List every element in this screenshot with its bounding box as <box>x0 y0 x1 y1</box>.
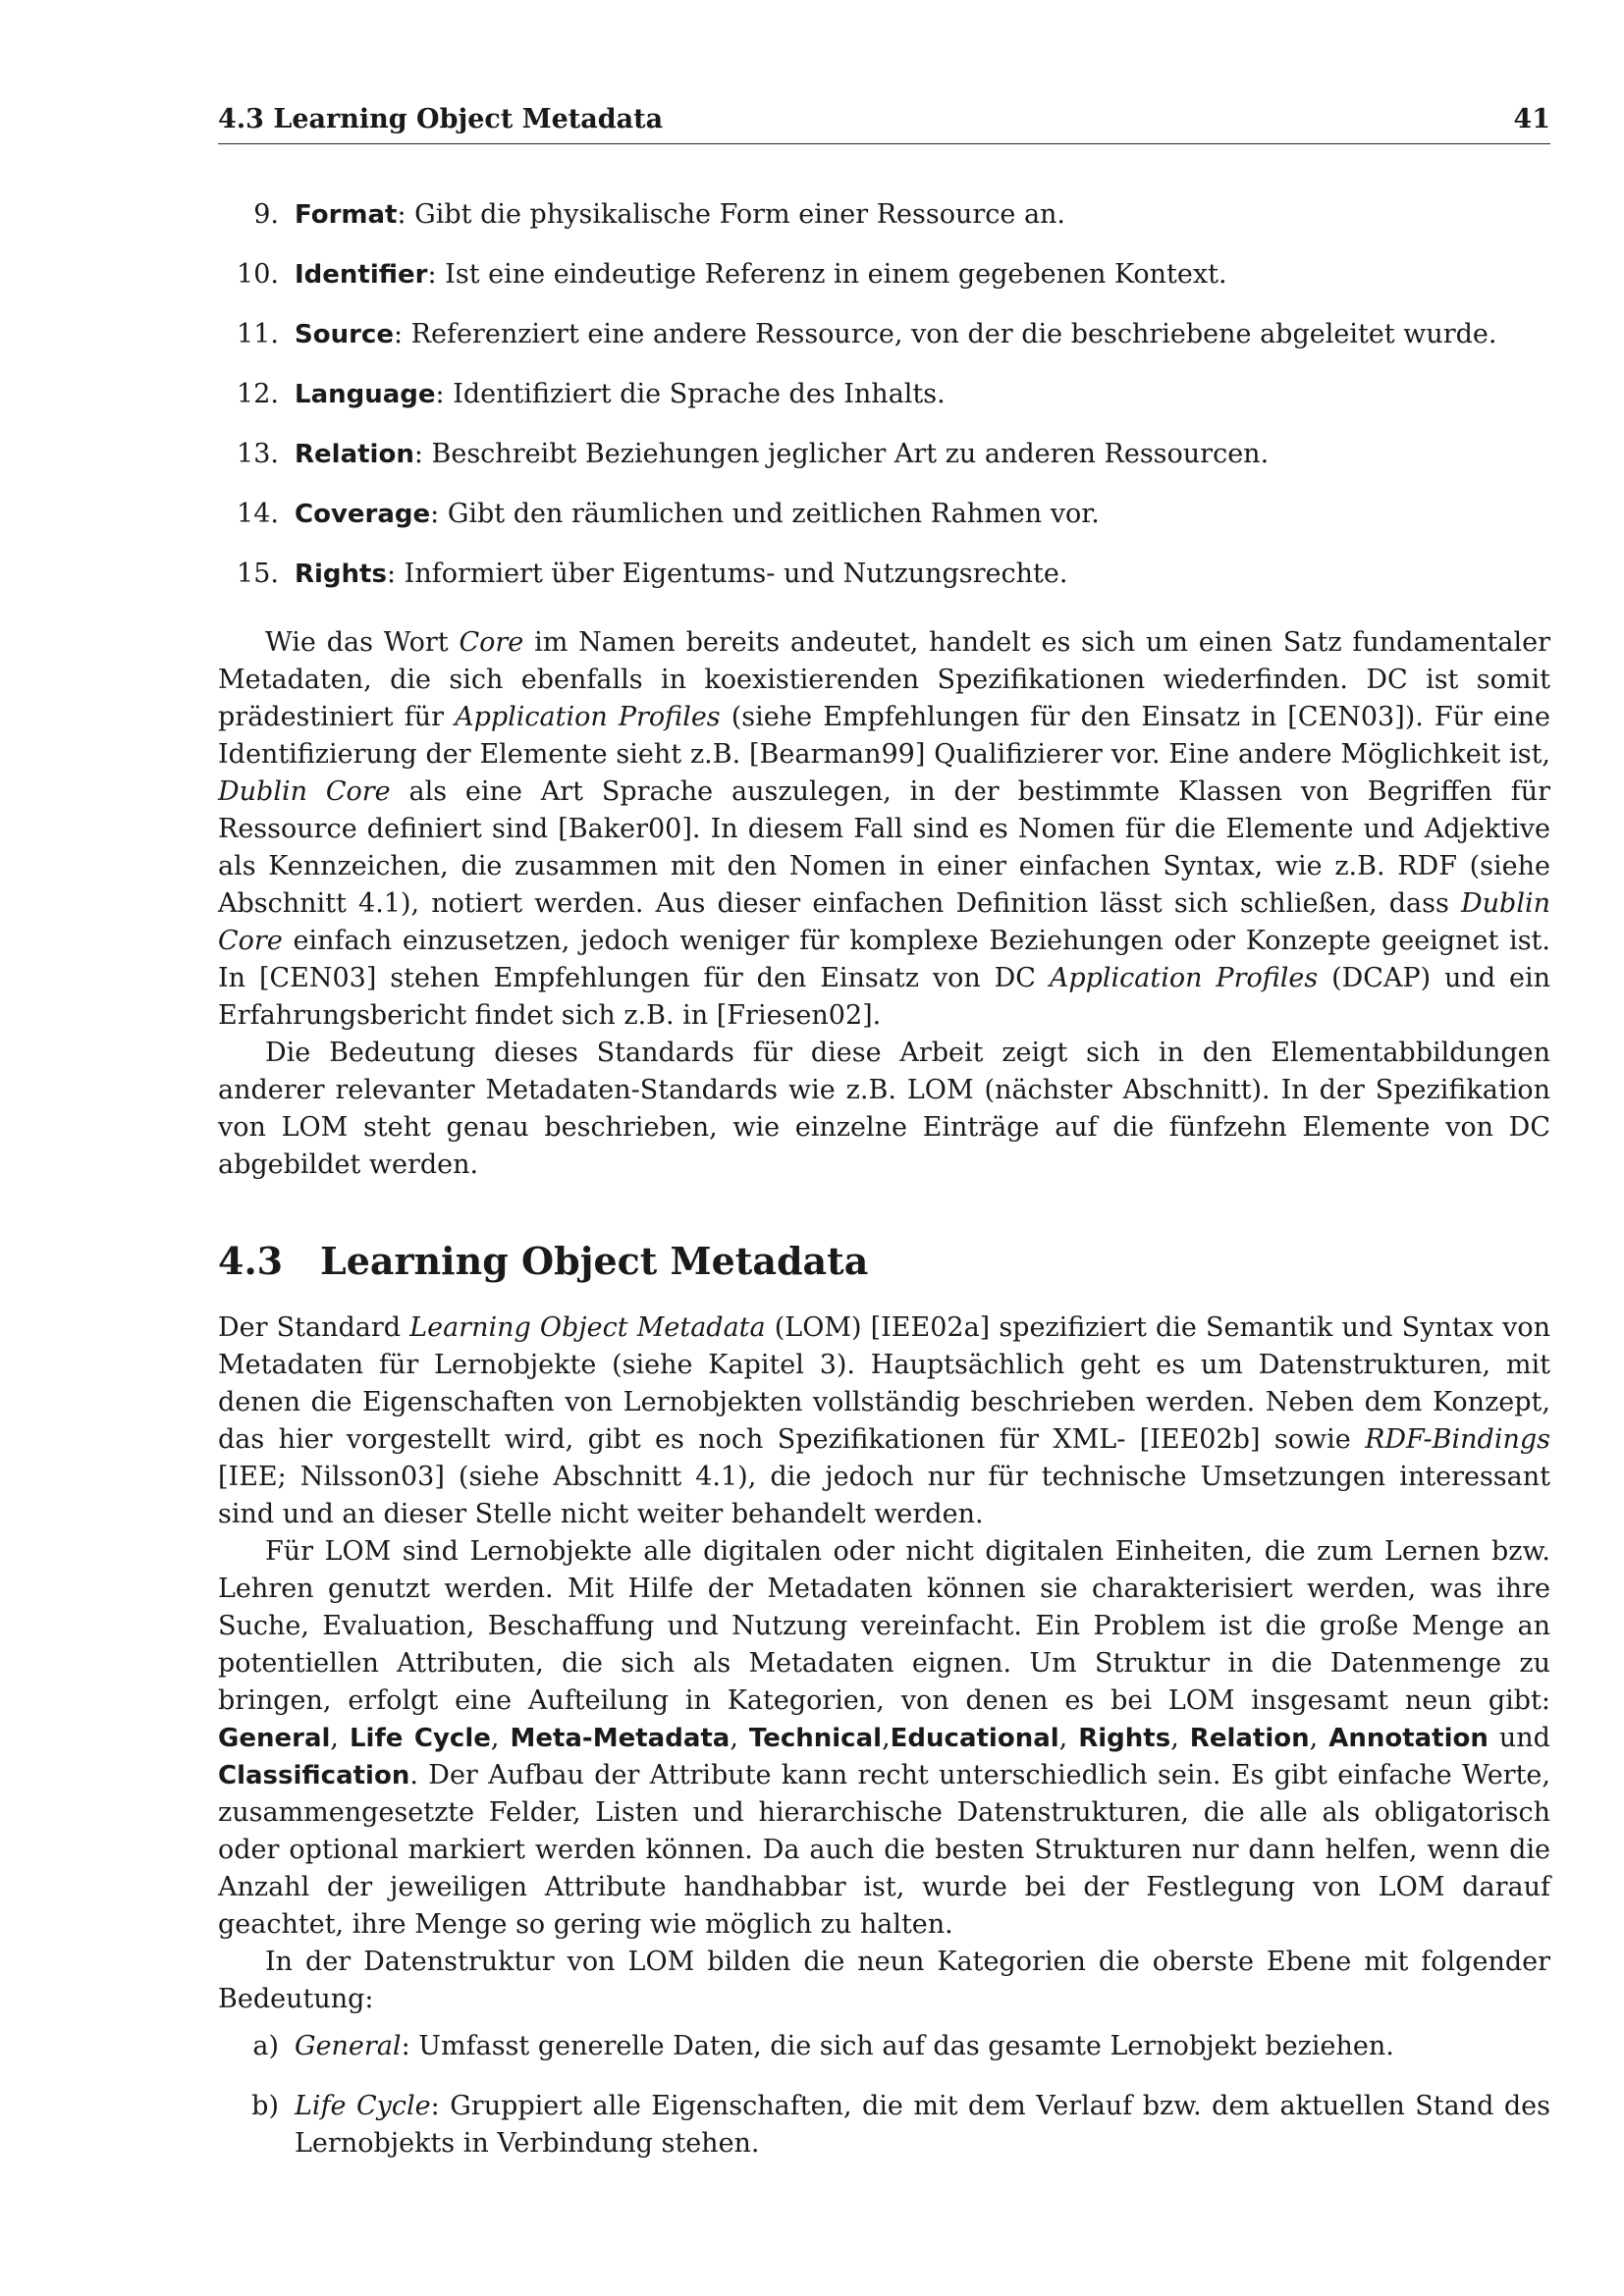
section-title: Learning Object Metadata <box>320 1239 869 1283</box>
section-heading <box>218 1239 868 1283</box>
list-item: 9. Format: Gibt die physikalische Form einer Ressource an. <box>253 199 1066 230</box>
paragraph: Der Standard Learning Object Metadata (LOM) [IEE02a] spezifiziert die Semantik und Syntax von Metadaten für Lernobjekte (siehe Kapitel 3). Hauptsächlich geht es um Datenstrukturen, mit denen die Eigenschaften von Lernobjekten vollständig beschrieben werden. Neben dem Konzept, das hier vorgestellt wird, gibt es noch Spezifikationen für XML- [IEE02b] sowie RDF-Bindings [IEE; Nilsson03] (siehe Abschnitt 4.1), die jedoch nur für technische Umsetzungen interessant sind und an dieser Stelle nicht weiter behandelt werden. <box>218 1312 1550 1529</box>
dc-element-list <box>218 196 1550 615</box>
list-item: 11. Source: Referenziert eine andere Ressource, von der die beschriebene abgeleitet wurde. <box>237 319 1497 349</box>
list-item: 15. Rights: Informiert über Eigentums- und Nutzungsrechte. <box>237 559 1068 589</box>
section-number: 4.3 <box>218 1239 284 1283</box>
paragraph: In der Datenstruktur von LOM bilden die neun Kategorien die oberste Ebene mit folgender Bedeutung: <box>218 1947 1550 2014</box>
list-item: 10. Identifier: Ist eine eindeutige Referenz in einem gegebenen Kontext. <box>237 259 1227 290</box>
list-item: 12. Language: Identifiziert die Sprache des Inhalts. <box>237 379 946 409</box>
lom-introduction <box>218 1309 1550 2018</box>
paragraph: Wie das Wort Core im Namen bereits andeutet, handelt es sich um einen Satz fundamentaler Metadaten, die sich ebenfalls in koexistierenden Spezifikationen wiederfinden. DC ist somit prädestiniert für Application Profiles (siehe Empfehlungen für den Einsatz in [CEN03]). Für eine Identifizierung der Elemente sieht z.B. [Bearman99] Qualifizierer vor. Eine andere Möglichkeit ist, Dublin Core als eine Art Sprache auszulegen, in der bestimmte Klassen von Begriffen für Ressource definiert sind [Baker00]. In diesem Fall sind es Nomen für die Elemente und Adjektive als Kennzeichen, die zusammen mit den Nomen in einer einfachen Syntax, wie z.B. RDF (siehe Abschnitt 4.1), notiert werden. Aus dieser einfachen Definition lässt sich schließen, dass Dublin Core einfach einzusetzen, jedoch weniger für komplexe Beziehungen oder Konzepte geeignet ist. In [CEN03] stehen Empfehlungen für den Einsatz von DC Application Profiles (DCAP) und ein Erfahrungsbericht findet sich z.B. in [Friesen02]. <box>218 627 1551 1031</box>
dc-discussion <box>218 624 1550 1184</box>
running-header-title: 4.3 Learning Object Metadata <box>218 104 664 134</box>
list-item: a) General: Umfasst generelle Daten, die sich auf das gesamte Lernobjekt beziehen. <box>252 2031 1394 2061</box>
lom-category-list <box>218 2028 1550 2185</box>
paragraph: Die Bedeutung dieses Standards für diese Arbeit zeigt sich in den Elementabbildungen anderer relevanter Metadaten-Standards wie z.B. LOM (nächster Abschnitt). In der Spezifikation von LOM steht genau beschrieben, wie einzelne Einträge auf die fünfzehn Elemente von DC abgebildet werden. <box>218 1038 1550 1180</box>
list-item: 13. Relation: Beschreibt Beziehungen jeglicher Art zu anderen Ressourcen. <box>237 439 1270 469</box>
list-item: 14. Coverage: Gibt den räumlichen und zeitlichen Rahmen vor. <box>237 499 1100 529</box>
paragraph: Für LOM sind Lernobjekte alle digitalen oder nicht digitalen Einheiten, die zum Lernen bzw. Lehren genutzt werden. Mit Hilfe der Metadaten können sie charakterisiert werden, was ihre Suche, Evaluation, Beschaffung und Nutzung vereinfacht. Ein Problem ist die große Menge an potentiellen Attributen, die sich als Metadaten eignen. Um Struktur in die Datenmenge zu bringen, erfolgt eine Aufteilung in Kategorien, von denen es bei LOM insgesamt neun gibt: General, Life Cycle, Meta-Metadata, Technical,Educational, Rights, Relation, Annotation und Classification. Der Aufbau der Attribute kann recht unterschiedlich sein. Es gibt einfache Werte, zusammengesetzte Felder, Listen und hierarchische Datenstrukturen, die alle als obligatorisch oder optional markiert werden können. Da auch die besten Strukturen nur dann helfen, wenn die Anzahl der jeweiligen Attribute handhabbar ist, wurde bei der Festlegung von LOM darauf geachtet, ihre Menge so gering wie möglich zu halten. <box>218 1536 1550 1940</box>
running-header <box>218 104 1550 144</box>
list-item: b) Life Cycle: Gruppiert alle Eigenschaften, die mit dem Verlauf bzw. dem aktuellen Stand des Lernobjekts in Verbindung stehen. <box>251 2091 1550 2159</box>
page-number: 41 <box>1513 104 1550 134</box>
